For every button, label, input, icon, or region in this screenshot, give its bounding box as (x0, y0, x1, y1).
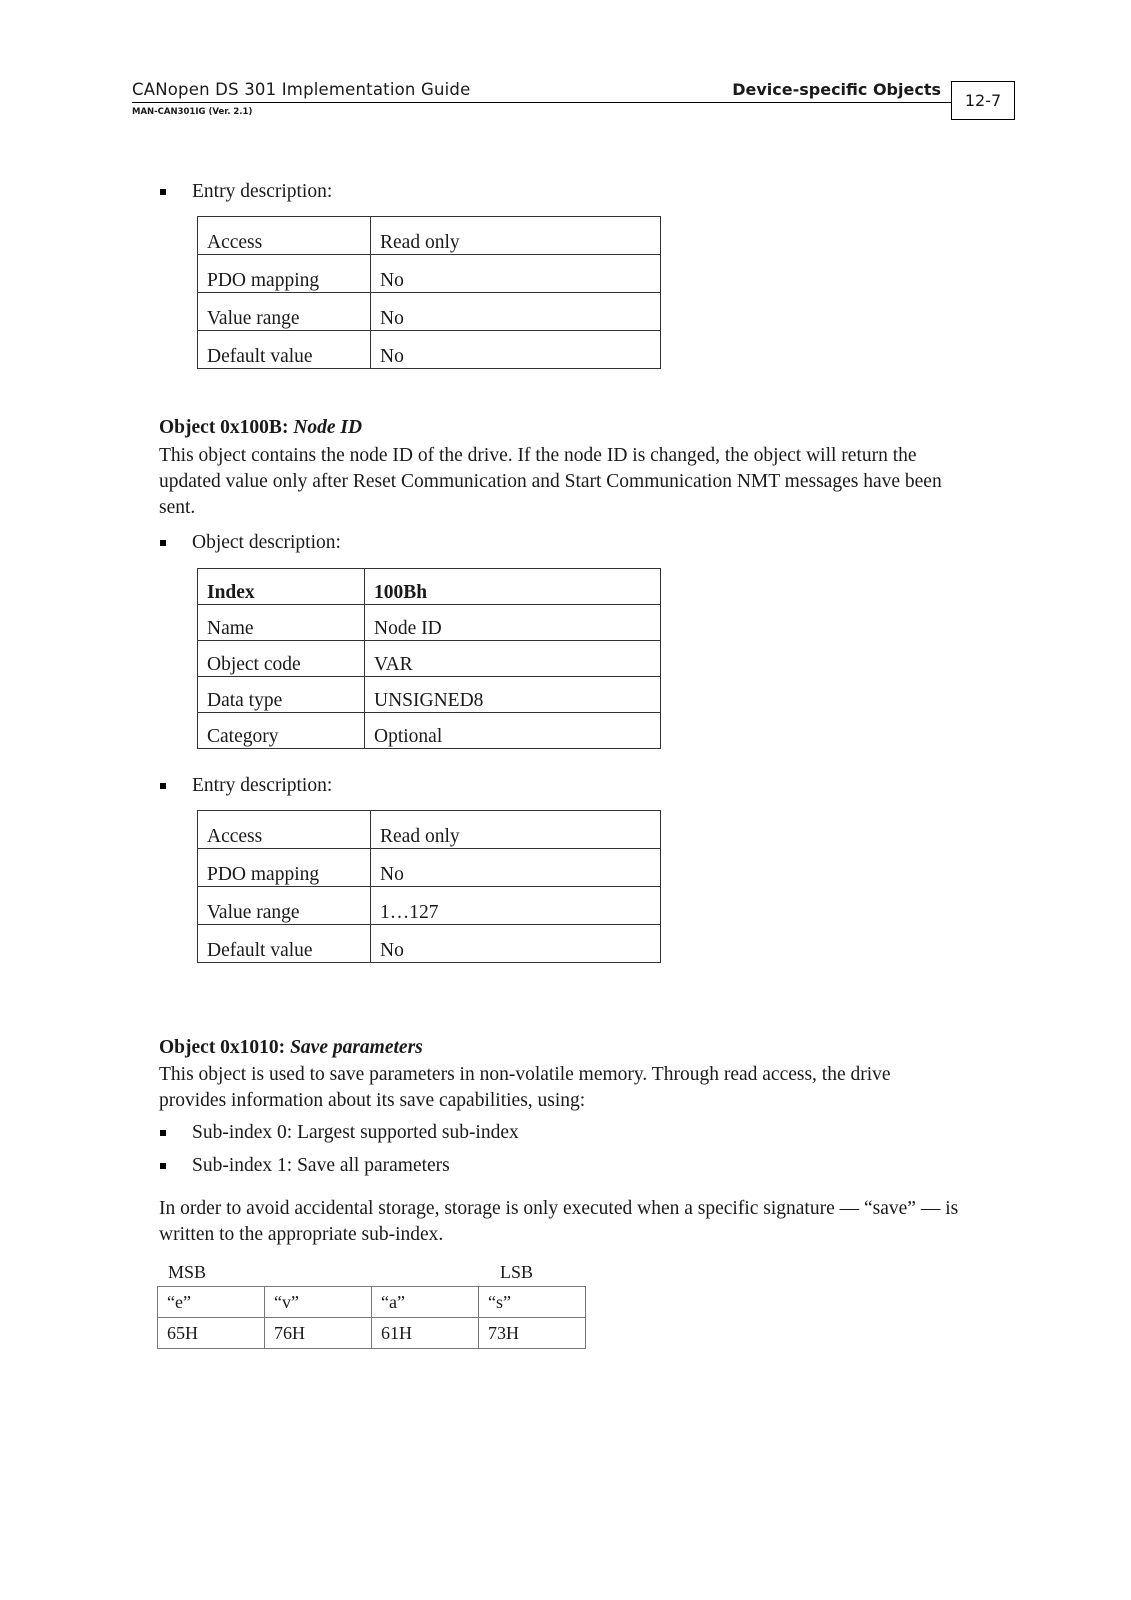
bullet-subindex-1 (160, 1155, 450, 1177)
heading-bold-part: Object 0x1010: (159, 1037, 291, 1058)
table-cell: Read only (371, 811, 661, 849)
table-cell: Category (198, 713, 365, 749)
object-1010-description: This object is used to save parameters in non-volatile memory. Through read access, the drive provides information about its save capabilities, using: (159, 1064, 891, 1111)
table-cell: PDO mapping (198, 849, 371, 887)
document-title: CANopen DS 301 Implementation Guide (132, 80, 471, 99)
bullet-icon (160, 1130, 166, 1136)
table-cell: Value range (198, 887, 371, 925)
table-row (198, 811, 661, 849)
table-row (158, 1287, 586, 1318)
table-cell: Index (198, 569, 365, 605)
table-row (198, 569, 661, 605)
table-cell: 73H (479, 1318, 586, 1349)
table-cell: 100Bh (365, 569, 661, 605)
lsb-label: LSB (500, 1262, 534, 1282)
bullet-icon (160, 540, 166, 546)
heading-italic-part: Node ID (293, 417, 363, 438)
table-row (198, 217, 661, 255)
table-cell: UNSIGNED8 (365, 677, 661, 713)
table-row (198, 605, 661, 641)
bullet-icon (160, 1163, 166, 1169)
table-row (158, 1318, 586, 1349)
table-cell: 76H (265, 1318, 372, 1349)
table-cell: No (371, 255, 661, 293)
object-1010-heading (159, 1037, 423, 1059)
table-cell: Object code (198, 641, 365, 677)
table-cell: Value range (198, 293, 371, 331)
table-cell: “v” (265, 1287, 372, 1318)
heading-italic-part: Save parameters (290, 1037, 423, 1058)
table-cell: Default value (198, 331, 371, 369)
signature-explanation: In order to avoid accidental storage, storage is only executed when a specific signature — “save” — is written to the appropriate sub-index. (159, 1198, 959, 1245)
table-cell: 61H (372, 1318, 479, 1349)
table-row (198, 331, 661, 369)
object-100b-description: This object contains the node ID of the drive. If the node ID is changed, the object will return the updated value only after Reset Communication and Start Communication NMT messages have been sent. (159, 445, 942, 518)
entry-description-table-1 (197, 216, 661, 369)
table-cell: “a” (372, 1287, 479, 1318)
table-cell: Node ID (365, 605, 661, 641)
table-row (198, 849, 661, 887)
table-row (198, 677, 661, 713)
bullet-object-description (160, 532, 341, 554)
table-cell: “s” (479, 1287, 586, 1318)
bullet-label: Entry description: (192, 181, 333, 202)
table-cell: Name (198, 605, 365, 641)
table-cell: Access (198, 811, 371, 849)
bullet-entry-description-2 (160, 775, 332, 797)
table-cell: VAR (365, 641, 661, 677)
bullet-icon (160, 189, 166, 195)
bullet-icon (160, 783, 166, 789)
table-cell: PDO mapping (198, 255, 371, 293)
table-row (198, 887, 661, 925)
table-cell: No (371, 925, 661, 963)
msb-label: MSB (168, 1262, 207, 1282)
table-cell: 1…127 (371, 887, 661, 925)
bullet-entry-description-1 (160, 181, 332, 203)
entry-description-table-2 (197, 810, 661, 963)
table-cell: No (371, 849, 661, 887)
page-number: 12-7 (951, 81, 1015, 120)
table-row (198, 293, 661, 331)
signature-table (157, 1286, 586, 1349)
object-100b-heading (159, 417, 362, 439)
table-row (198, 713, 661, 749)
table-cell: “e” (158, 1287, 265, 1318)
section-title: Device-specific Objects (732, 80, 941, 99)
table-cell: No (371, 331, 661, 369)
header-rule (132, 102, 952, 103)
table-cell: Default value (198, 925, 371, 963)
bullet-label: Object description: (192, 532, 341, 553)
table-cell: No (371, 293, 661, 331)
table-cell: Read only (371, 217, 661, 255)
table-cell: Optional (365, 713, 661, 749)
bullet-subindex-0 (160, 1122, 519, 1144)
table-cell: Data type (198, 677, 365, 713)
bullet-label: Sub-index 1: Save all parameters (192, 1155, 450, 1176)
bullet-label: Entry description: (192, 775, 333, 796)
table-row (198, 255, 661, 293)
heading-bold-part: Object 0x100B: (159, 417, 294, 438)
bullet-label: Sub-index 0: Largest supported sub-index (192, 1122, 519, 1143)
document-version: MAN-CAN301IG (Ver. 2.1) (132, 107, 253, 117)
table-cell: Access (198, 217, 371, 255)
table-row (198, 641, 661, 677)
table-cell: 65H (158, 1318, 265, 1349)
object-description-table (197, 568, 661, 749)
table-row (198, 925, 661, 963)
